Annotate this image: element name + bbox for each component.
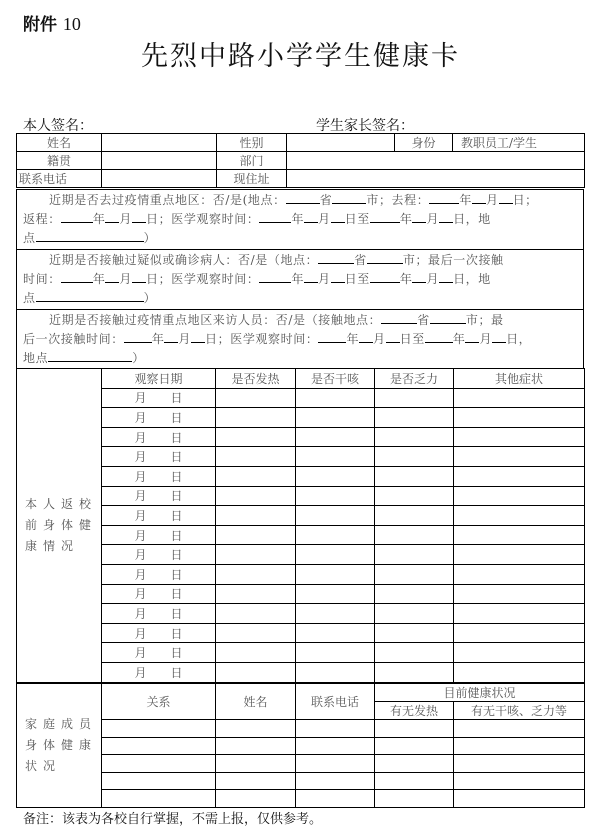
family-row [17,755,585,773]
native-place-field[interactable] [102,152,217,170]
fatigue-cell[interactable] [375,525,454,545]
day-label: 日 [170,489,183,504]
obs-end-day-blank[interactable] [492,330,506,343]
close-paren: ） [143,231,157,245]
fatigue-cell[interactable] [375,486,454,506]
observation-date-cell[interactable] [102,466,216,486]
fever-cell[interactable] [216,447,296,467]
obs-end-month-blank[interactable] [412,270,426,283]
day-label: 日 [170,508,183,523]
gender-field[interactable] [287,134,395,152]
day-label: 日 [170,430,183,445]
cough-fatigue-cell[interactable] [454,720,585,738]
year-unit: 年 [92,212,106,226]
city-unit: 市；最后一次接触 [402,253,504,267]
observation-date-cell[interactable] [102,388,216,408]
health-row [17,643,585,663]
city-blank[interactable] [430,311,466,324]
health-row [17,525,585,545]
month-label: 月 [134,548,147,563]
observation-date-cell[interactable] [102,604,216,624]
province-blank[interactable] [286,191,320,204]
day-label: 日 [170,606,183,621]
month-label: 月 [134,646,147,661]
col-header-date: 观察日期 [102,369,216,389]
place-blank[interactable] [36,289,144,302]
cough-fatigue-cell[interactable] [454,755,585,773]
fatigue-cell[interactable] [375,584,454,604]
year-unit: 年 [346,332,360,346]
attachment-text: 附件 [23,15,57,35]
parent-signature-label: 学生家长签名： [316,118,414,134]
other-symptoms-cell[interactable] [454,506,585,526]
time-label: 后一次接触时间： [23,332,124,346]
col-header-fatigue: 是否乏力 [375,369,454,389]
fever-cell[interactable] [375,720,454,738]
other-symptoms-cell[interactable] [454,427,585,447]
month-label: 月 [134,469,147,484]
city-unit: 市；最 [465,313,504,327]
time-label: 时间： [23,272,61,286]
contact-day-blank[interactable] [191,330,205,343]
name-cell[interactable] [216,737,296,755]
month-label: 月 [134,489,147,504]
info-row [17,170,585,188]
year-unit: 年 [291,212,305,226]
contact-day-blank[interactable] [132,270,146,283]
fever-cell[interactable] [216,604,296,624]
month-label: 月 [134,665,147,680]
col-header-other: 其他症状 [454,369,585,389]
place-label: 地点 [23,351,49,365]
col-header-phone: 联系电话 [296,684,375,720]
month-label: 月 [134,391,147,406]
cough-cell[interactable] [296,427,375,447]
day-unit: 日； [146,272,172,286]
month-unit: 月 [426,272,440,286]
visitor-contact-question [16,309,584,369]
contact-year-blank[interactable] [124,330,152,343]
address-field[interactable] [287,170,585,188]
return-year-blank[interactable] [61,210,93,223]
fatigue-cell[interactable] [375,447,454,467]
close-paren: ） [143,291,157,305]
city-blank[interactable] [332,191,366,204]
cough-cell[interactable] [296,525,375,545]
place-blank[interactable] [36,229,144,242]
observation-date-cell[interactable] [102,486,216,506]
fatigue-cell[interactable] [375,564,454,584]
address-label: 现住址 [217,170,287,188]
fatigue-cell[interactable] [375,506,454,526]
health-row [17,604,585,624]
day-to-unit: 日至 [399,332,425,346]
obs-start-day-blank[interactable] [331,270,345,283]
province-unit: 省 [319,193,333,207]
month-label: 月 [134,508,147,523]
month-unit: 月 [318,212,331,226]
question-text: 近期是否接触过疫情重点地区来访人员：否/是（接触地点： [49,313,382,327]
fever-cell[interactable] [375,737,454,755]
fever-cell[interactable] [216,388,296,408]
day-unit: 日； [146,212,172,226]
cough-cell[interactable] [296,388,375,408]
contact-case-question [16,249,584,310]
fever-cell[interactable] [216,564,296,584]
fatigue-cell[interactable] [375,408,454,428]
day-label: 日 [170,646,183,661]
obs-end-month-blank[interactable] [412,210,426,223]
obs-start-month-blank[interactable] [359,330,373,343]
phone-cell[interactable] [296,720,375,738]
month-unit: 月 [373,332,386,346]
year-unit: 年 [452,332,466,346]
day-to-unit: 日至 [344,212,370,226]
day-unit: 日； [205,332,231,346]
observation-date-cell[interactable] [102,643,216,663]
fever-cell[interactable] [216,506,296,526]
name-field[interactable] [102,134,217,152]
cough-cell[interactable] [296,545,375,565]
family-header-row [17,684,585,702]
fever-cell[interactable] [375,755,454,773]
travel-question [16,189,584,250]
observation-date-cell[interactable] [102,447,216,467]
other-symptoms-cell[interactable] [454,388,585,408]
cough-cell[interactable] [296,584,375,604]
cough-fatigue-cell[interactable] [454,772,585,790]
info-row [17,152,585,170]
day-label: 日 [170,587,183,602]
fever-cell[interactable] [216,545,296,565]
obs-end-month-blank[interactable] [465,330,479,343]
name-label: 姓名 [17,134,102,152]
phone-label: 联系电话 [17,170,102,188]
relation-cell[interactable] [102,772,216,790]
cough-cell[interactable] [296,447,375,467]
phone-cell[interactable] [296,755,375,773]
fatigue-cell[interactable] [375,466,454,486]
health-row [17,408,585,428]
month-unit: 月 [178,332,192,346]
month-label: 月 [134,450,147,465]
phone-cell[interactable] [296,790,375,808]
fatigue-cell[interactable] [375,643,454,663]
health-row [17,564,585,584]
observation-label: 医学观察时间： [171,272,260,286]
depart-day-blank[interactable] [499,191,513,204]
obs-start-year-blank[interactable] [259,270,291,283]
return-label: 返程： [23,212,61,226]
depart-year-blank[interactable] [429,191,459,204]
year-unit: 年 [92,272,106,286]
other-symptoms-cell[interactable] [454,486,585,506]
obs-start-day-blank[interactable] [331,210,345,223]
month-unit: 月 [119,272,133,286]
identity-label: 身份 [395,134,453,152]
day-label: 日 [170,626,183,641]
place-label: 点 [23,291,36,305]
relation-cell[interactable] [102,720,216,738]
health-row [17,388,585,408]
observation-date-cell[interactable] [102,584,216,604]
family-row [17,720,585,738]
fever-cell[interactable] [216,643,296,663]
province-unit: 省 [417,313,430,327]
family-row [17,790,585,808]
other-symptoms-cell[interactable] [454,643,585,663]
province-blank[interactable] [381,311,417,324]
attachment-label [23,10,81,35]
fever-cell[interactable] [216,525,296,545]
month-label: 月 [134,567,147,582]
question-text: 近期是否去过疫情重点地区：否/是(地点： [49,193,286,207]
health-row [17,506,585,526]
contact-month-blank[interactable] [164,330,178,343]
observation-date-cell[interactable] [102,545,216,565]
province-blank[interactable] [318,251,354,264]
obs-start-year-blank[interactable] [318,330,346,343]
cough-fatigue-cell[interactable] [454,790,585,808]
city-unit: 市；去程： [366,193,430,207]
cough-cell[interactable] [296,408,375,428]
depart-month-blank[interactable] [472,191,486,204]
month-unit: 月 [119,212,133,226]
month-unit: 月 [318,272,331,286]
obs-end-day-blank[interactable] [439,210,453,223]
month-unit: 月 [479,332,493,346]
cough-cell[interactable] [296,466,375,486]
year-unit: 年 [399,272,413,286]
day-unit: 日； [512,193,538,207]
health-header-row [17,369,585,389]
basic-info-table [16,133,585,188]
observation-date-cell[interactable] [102,408,216,428]
col-header-current-health: 目前健康状况 [375,684,585,702]
fever-cell[interactable] [216,427,296,447]
obs-end-day-blank[interactable] [439,270,453,283]
close-paren: ） [132,351,145,365]
contact-year-blank[interactable] [61,270,93,283]
family-section-label: 家庭成员身体健康状况 [17,684,102,808]
other-symptoms-cell[interactable] [454,408,585,428]
native-place-label: 籍贯 [17,152,102,170]
obs-start-month-blank[interactable] [304,210,318,223]
observation-label: 医学观察时间： [171,212,260,226]
day-label: 日 [170,548,183,563]
health-row [17,584,585,604]
month-label: 月 [134,410,147,425]
observation-label: 医学观察时间： [230,332,319,346]
cough-cell[interactable] [296,643,375,663]
gender-label: 性别 [217,134,287,152]
fatigue-cell[interactable] [375,662,454,682]
fatigue-cell[interactable] [375,623,454,643]
day-label: 日 [170,469,183,484]
fever-cell[interactable] [216,584,296,604]
page-title: 先烈中路小学学生健康卡 [141,41,460,72]
other-symptoms-cell[interactable] [454,584,585,604]
day-to-unit: 日至 [344,272,370,286]
name-cell[interactable] [216,755,296,773]
fever-cell[interactable] [216,466,296,486]
phone-field[interactable] [102,170,217,188]
name-cell[interactable] [216,790,296,808]
footnote: 备注：该表为各校自行掌握，不需上报，仅供参考。 [23,812,323,827]
obs-start-year-blank[interactable] [259,210,291,223]
day-unit: 日， [506,332,532,346]
return-day-blank[interactable] [132,210,146,223]
day-label: 日 [170,528,183,543]
info-row [17,134,585,152]
family-health-table [16,683,585,808]
day-label: 日 [170,391,183,406]
col-header-fever: 有无发热 [375,702,454,720]
fever-cell[interactable] [216,623,296,643]
other-symptoms-cell[interactable] [454,525,585,545]
day-label: 日 [170,665,183,680]
other-symptoms-cell[interactable] [454,662,585,682]
day-label: 日 [170,567,183,582]
phone-cell[interactable] [296,737,375,755]
month-unit: 月 [485,193,499,207]
cough-cell[interactable] [296,623,375,643]
observation-date-cell[interactable] [102,427,216,447]
obs-start-day-blank[interactable] [386,330,400,343]
col-header-fever: 是否发热 [216,369,296,389]
place-label: 点 [23,231,36,245]
return-month-blank[interactable] [105,210,119,223]
place-blank[interactable] [48,349,132,362]
fatigue-cell[interactable] [375,388,454,408]
fever-cell[interactable] [216,486,296,506]
cough-cell[interactable] [296,486,375,506]
observation-date-cell[interactable] [102,662,216,682]
observation-date-cell[interactable] [102,506,216,526]
fever-cell[interactable] [375,772,454,790]
relation-cell[interactable] [102,737,216,755]
other-symptoms-cell[interactable] [454,545,585,565]
self-signature-label: 本人签名： [23,118,93,134]
relation-cell[interactable] [102,755,216,773]
month-label: 月 [134,430,147,445]
fatigue-cell[interactable] [375,545,454,565]
phone-cell[interactable] [296,772,375,790]
contact-month-blank[interactable] [105,270,119,283]
col-header-relation: 关系 [102,684,216,720]
obs-end-year-blank[interactable] [425,330,453,343]
province-unit: 省 [354,253,367,267]
obs-end-year-blank[interactable] [370,270,400,283]
health-row [17,466,585,486]
cough-fatigue-cell[interactable] [454,737,585,755]
health-section-label: 本人返校前身体健康情况 [17,369,102,683]
day-label: 日 [170,450,183,465]
observation-date-cell[interactable] [102,623,216,643]
fever-cell[interactable] [375,790,454,808]
cough-cell[interactable] [296,506,375,526]
year-unit: 年 [459,193,472,207]
col-header-cough: 是否干咳 [296,369,375,389]
department-label: 部门 [217,152,287,170]
health-row [17,427,585,447]
day-unit: 日，地 [453,212,491,226]
month-label: 月 [134,606,147,621]
health-observation-table [16,368,585,683]
family-row [17,772,585,790]
family-row [17,737,585,755]
observation-date-cell[interactable] [102,525,216,545]
other-symptoms-cell[interactable] [454,466,585,486]
health-row [17,623,585,643]
other-symptoms-cell[interactable] [454,564,585,584]
fatigue-cell[interactable] [375,427,454,447]
year-unit: 年 [151,332,165,346]
observation-date-cell[interactable] [102,564,216,584]
relation-cell[interactable] [102,790,216,808]
city-blank[interactable] [367,251,403,264]
name-cell[interactable] [216,772,296,790]
question-text: 近期是否接触过疑似或确诊病人：否/是（地点： [49,253,319,267]
health-row [17,447,585,467]
health-row [17,662,585,682]
attachment-number: 10 [62,14,81,34]
other-symptoms-cell[interactable] [454,623,585,643]
cough-cell[interactable] [296,604,375,624]
month-unit: 月 [426,212,440,226]
cough-cell[interactable] [296,662,375,682]
department-field[interactable] [287,152,585,170]
name-cell[interactable] [216,720,296,738]
month-label: 月 [134,528,147,543]
month-label: 月 [134,587,147,602]
other-symptoms-cell[interactable] [454,604,585,624]
month-label: 月 [134,626,147,641]
cough-cell[interactable] [296,564,375,584]
col-header-name: 姓名 [216,684,296,720]
year-unit: 年 [291,272,305,286]
col-header-cough-fatigue: 有无干咳、乏力等 [454,702,585,720]
obs-start-month-blank[interactable] [304,270,318,283]
obs-end-year-blank[interactable] [370,210,400,223]
other-symptoms-cell[interactable] [454,447,585,467]
fever-cell[interactable] [216,408,296,428]
year-unit: 年 [399,212,413,226]
day-unit: 日，地 [453,272,491,286]
fatigue-cell[interactable] [375,604,454,624]
health-row [17,486,585,506]
health-row [17,545,585,565]
fever-cell[interactable] [216,662,296,682]
day-label: 日 [170,410,183,425]
identity-value[interactable]: 教职员工/学生 [453,134,585,152]
